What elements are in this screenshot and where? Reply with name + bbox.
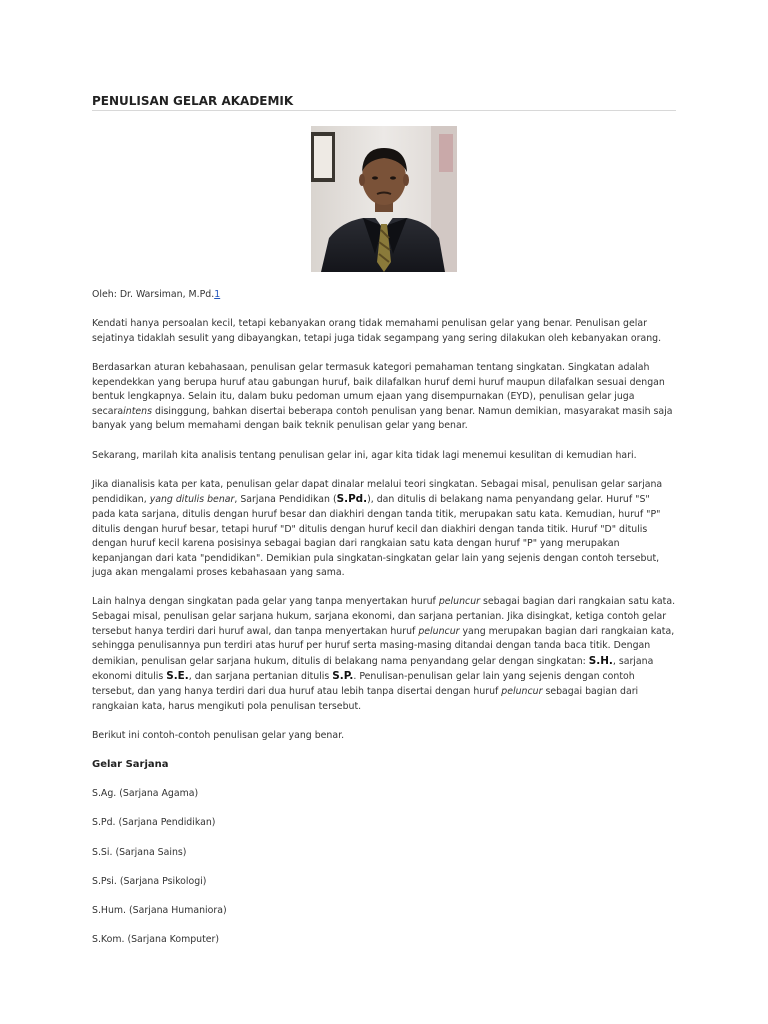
paragraph-intro: Kendati hanya persoalan kecil, tetapi kebanyakan orang tidak memahami penulisan gelar yang benar. Penulisan gelar sejatinya tidaklah sesulit yang dibayangkan, tetapi juga tidak segampang yang sering dilakukan oleh kebanyakan orang. (92, 318, 662, 344)
degree-item: S.Pd. (Sarjana Pendidikan) (92, 817, 216, 829)
abbr-sp: S.P. (332, 670, 354, 683)
paragraph-analysis-intro: Sekarang, marilah kita analisis tentang penulisan gelar ini, agar kita tidak lagi menemui kesulitan di kemudian hari. (92, 449, 637, 461)
author-line (92, 288, 676, 303)
author-photo (311, 126, 457, 272)
paragraph-examples-intro: Berikut ini contoh-contoh penulisan gelar yang benar. (92, 729, 345, 741)
paragraph-rules: Berdasarkan aturan kebahasaan, penulisan gelar termasuk kategori pemahaman tentang singkatan. Singkatan adalah kependekkan yang berupa huruf atau gabungan huruf, baik dilafalkan huruf demi huruf maupun dilafalkan sesuai dengan bentuk lengkapnya. Selain itu, dalam buku pedoman umum ejaan yang disempurnakan (EYD), penulisan gelar juga secaraintens disinggung, bahkan disertai beberapa contoh penulisan yang benar. Namun demikian, masyarakat masih saja banyak yang belum memahami dengan baik teknik penulisan gelar yang benar. (92, 361, 673, 432)
degree-item: S.Kom. (Sarjana Komputer) (92, 934, 220, 946)
degree-item: S.Ag. (Sarjana Agama) (92, 788, 199, 800)
author-photo-image (311, 126, 457, 272)
degree-item: S.Hum. (Sarjana Humaniora) (92, 904, 227, 916)
degree-item: S.Si. (Sarjana Sains) (92, 846, 187, 858)
paragraph-peluncur: Lain halnya dengan singkatan pada gelar yang tanpa menyertakan huruf peluncur sebagai bagian dari rangkaian satu kata. Sebagai misal, penulisan gelar sarjana hukum, sarjana ekonomi, dan sarjana pertanian. Jika disingkat, ketiga contoh gelar tersebut hanya terdiri dari huruf awal, dan tanpa menyertakan huruf peluncur yang merupakan bagian dari rangkaian kata, sehingga penulisannya pun terdiri atas huruf per huruf serta masing-masing ditandai dengan tanda baca titik. Dengan demikian, penulisan gelar sarjana hukum, ditulis di belakang nama penyandang gelar dengan singkatan: S.H., sarjana ekonomi ditulis S.E., dan sarjana pertanian ditulis S.P.. Penulisan-penulisan gelar lain yang sejenis dengan contoh tersebut, dan yang hanya terdiri dari dua huruf atau lebih tanpa disertai dengan huruf peluncur sebagai bagian dari rangkaian kata, harus mengikuti pola penulisan tersebut. (92, 596, 676, 712)
abbr-spd: S.Pd. (336, 493, 368, 506)
abbr-sh: S.H. (588, 654, 613, 667)
article-body (92, 288, 676, 962)
section-heading-sarjana: Gelar Sarjana (92, 759, 169, 770)
abbr-se: S.E. (166, 670, 189, 683)
article (92, 93, 676, 946)
page-title: PENULISAN GELAR AKADEMIK (92, 93, 676, 111)
paragraph-spd-analysis: Jika dianalisis kata per kata, penulisan gelar dapat dinalar melalui teori singkatan. Sebagai misal, penulisan gelar sarjana pendidikan, yang ditulis benar, Sarjana Pendidikan (S.Pd.), dan ditulis di belakang nama penyandang gelar. Huruf "S" pada kata sarjana, ditulis dengan huruf besar dan diakhiri dengan tanda titik, merupakan satu kata. Kemudian, huruf "P" ditulis dengan huruf besar, tetapi huruf "D" ditulis dengan huruf kecil dan diakhiri dengan tanda titik. Huruf "D" ditulis dengan huruf kecil karena posisinya sebagai bagian dari rangkaian satu kata dengan huruf "P" yang merupakan kepanjangan dari kata "pendidikan". Demikian pula singkatan-singkatan gelar lain yang sejenis dengan contoh tersebut, juga akan mengalami proses kebahasaan yang sama. (92, 478, 663, 579)
author-name: Oleh: Dr. Warsiman, M.Pd. (92, 289, 215, 300)
footnote-link[interactable]: 1 (214, 289, 221, 300)
degree-item: S.Psi. (Sarjana Psikologi) (92, 875, 207, 887)
